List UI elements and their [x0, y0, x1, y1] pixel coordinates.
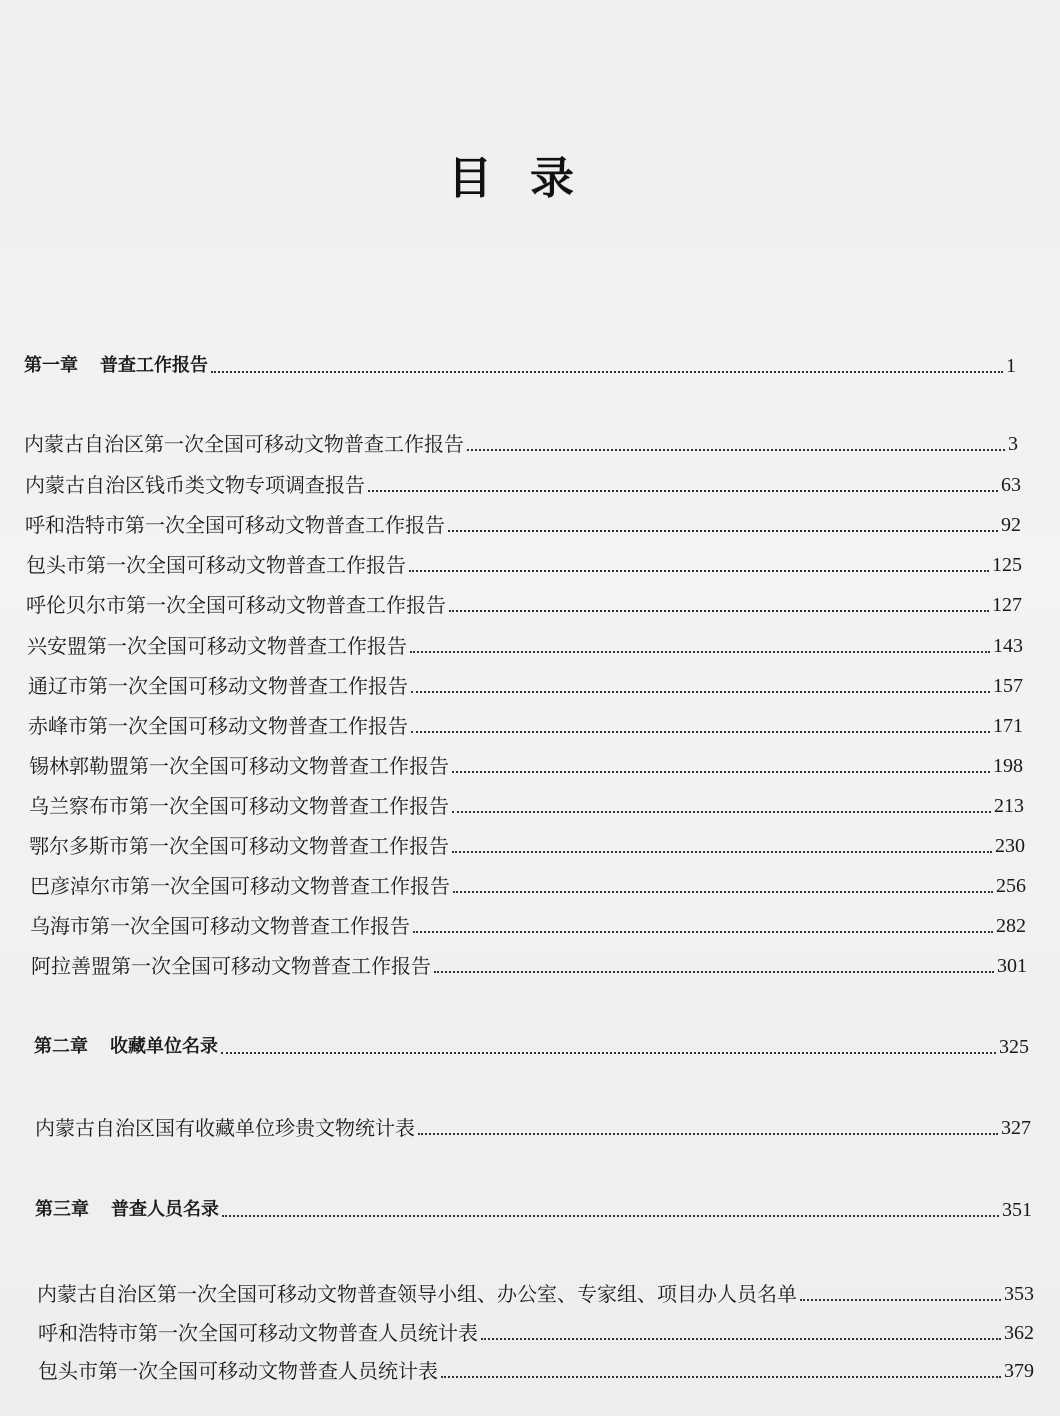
toc-page-number: 351	[1002, 1199, 1032, 1221]
toc-leader	[211, 371, 1003, 373]
toc-label: 呼和浩特市第一次全国可移动文物普查人员统计表	[38, 1321, 478, 1345]
toc-page-number: 63	[1001, 474, 1021, 496]
toc-entry[interactable]	[29, 834, 1025, 858]
toc-page-number: 127	[992, 594, 1022, 616]
toc-leader	[448, 530, 998, 532]
toc-label: 阿拉善盟第一次全国可移动文物普查工作报告	[31, 954, 431, 978]
toc-chapter-3[interactable]	[35, 1198, 1032, 1222]
toc-page-number: 353	[1004, 1283, 1034, 1305]
toc-entry[interactable]	[28, 674, 1023, 698]
toc-label: 包头市第一次全国可移动文物普查工作报告	[26, 553, 406, 577]
toc-page-number: 301	[997, 955, 1027, 977]
toc-entry[interactable]	[31, 954, 1027, 978]
toc-label: 第三章 普查人员名录	[35, 1199, 219, 1220]
toc-leader	[222, 1215, 999, 1217]
toc-chapter-1[interactable]	[24, 354, 1016, 378]
toc-label: 锡林郭勒盟第一次全国可移动文物普查工作报告	[29, 754, 449, 778]
toc-leader	[434, 971, 994, 973]
toc-leader	[411, 731, 990, 733]
toc-entry[interactable]	[30, 914, 1026, 938]
toc-entry[interactable]	[29, 794, 1024, 818]
toc-leader	[449, 610, 989, 612]
toc-entry[interactable]	[28, 714, 1023, 738]
toc-label: 兴安盟第一次全国可移动文物普查工作报告	[27, 634, 407, 658]
toc-label: 第一章 普查工作报告	[24, 355, 208, 376]
toc-leader	[452, 811, 991, 813]
toc-label: 呼和浩特市第一次全国可移动文物普查工作报告	[25, 513, 445, 537]
toc-page-number: 171	[993, 715, 1023, 737]
toc-entry[interactable]	[38, 1321, 1034, 1345]
toc-label: 内蒙古自治区第一次全国可移动文物普查工作报告	[24, 432, 464, 456]
toc-page-number: 362	[1004, 1322, 1034, 1344]
toc-label: 呼伦贝尔市第一次全国可移动文物普查工作报告	[26, 593, 446, 617]
page-title: 目录	[448, 153, 612, 204]
toc-label: 鄂尔多斯市第一次全国可移动文物普查工作报告	[29, 834, 449, 858]
toc-label: 乌海市第一次全国可移动文物普查工作报告	[30, 914, 410, 938]
toc-leader	[409, 570, 989, 572]
toc-page-number: 213	[994, 795, 1024, 817]
toc-entry[interactable]	[29, 754, 1023, 778]
toc-label: 内蒙古自治区第一次全国可移动文物普查领导小组、办公室、专家组、项目办人员名单	[37, 1282, 797, 1306]
toc-leader	[368, 490, 998, 492]
toc-label: 包头市第一次全国可移动文物普查人员统计表	[38, 1359, 438, 1383]
toc-entry[interactable]	[24, 432, 1018, 456]
toc-label: 内蒙古自治区钱币类文物专项调查报告	[25, 473, 365, 497]
toc-page-number: 125	[992, 554, 1022, 576]
toc-leader	[452, 851, 992, 853]
toc-entry[interactable]	[30, 874, 1026, 898]
toc-entry[interactable]	[26, 553, 1022, 577]
toc-entry[interactable]	[25, 513, 1021, 537]
toc-label: 巴彦淖尔市第一次全国可移动文物普查工作报告	[30, 874, 450, 898]
toc-leader	[452, 771, 990, 773]
toc-leader	[413, 931, 993, 933]
toc-label: 第二章 收藏单位名录	[34, 1036, 218, 1057]
toc-entry[interactable]	[38, 1359, 1034, 1383]
toc-page-number: 92	[1001, 514, 1021, 536]
toc-entry[interactable]	[25, 473, 1021, 497]
toc-page-number: 325	[999, 1036, 1029, 1058]
toc-leader	[418, 1133, 998, 1135]
toc-page-number: 327	[1001, 1117, 1031, 1139]
toc-leader	[800, 1299, 1001, 1301]
toc-leader	[453, 891, 993, 893]
toc-leader	[410, 651, 990, 653]
toc-label: 通辽市第一次全国可移动文物普查工作报告	[28, 674, 408, 698]
toc-page-number: 230	[995, 835, 1025, 857]
toc-leader	[411, 691, 990, 693]
toc-page-number: 198	[993, 755, 1023, 777]
toc-entry[interactable]	[35, 1116, 1031, 1140]
toc-page-number: 1	[1006, 355, 1016, 377]
toc-page-number: 282	[996, 915, 1026, 937]
toc-page-number: 3	[1008, 433, 1018, 455]
toc-page-number: 256	[996, 875, 1026, 897]
toc-leader	[221, 1052, 996, 1054]
toc-leader	[481, 1338, 1001, 1340]
toc-page-number: 143	[993, 635, 1023, 657]
toc-leader	[441, 1376, 1001, 1378]
toc-label: 内蒙古自治区国有收藏单位珍贵文物统计表	[35, 1116, 415, 1140]
toc-entry[interactable]	[37, 1282, 1034, 1306]
toc-page-number: 379	[1004, 1360, 1034, 1382]
toc-label: 乌兰察布市第一次全国可移动文物普查工作报告	[29, 794, 449, 818]
toc-entry[interactable]	[26, 593, 1022, 617]
toc-label: 赤峰市第一次全国可移动文物普查工作报告	[28, 714, 408, 738]
toc-leader	[467, 449, 1005, 451]
toc-entry[interactable]	[27, 634, 1023, 658]
toc-page-number: 157	[993, 675, 1023, 697]
toc-chapter-2[interactable]	[34, 1035, 1029, 1059]
